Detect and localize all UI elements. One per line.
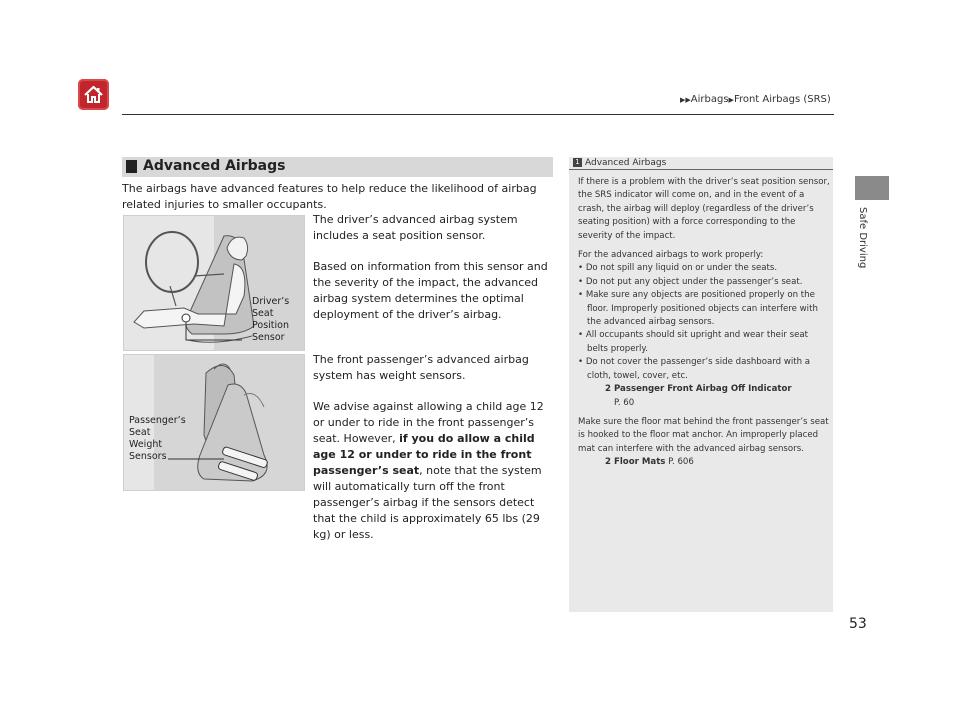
child-paragraph	[313, 399, 556, 543]
breadcrumb	[680, 94, 831, 105]
reference-arrow-icon: 2	[605, 457, 611, 468]
passenger-paragraph: The front passenger’s advanced airbag system has weight sensors.	[313, 353, 529, 382]
note-icon: 1	[573, 158, 582, 167]
square-bullet-icon	[126, 160, 137, 173]
driver-seat-figure	[123, 215, 305, 351]
page-number: 53	[849, 616, 867, 632]
note-bullet: • Do not cover the passenger’s side dashboard with a cloth, towel, cover, etc.	[578, 357, 811, 381]
header-divider	[122, 114, 834, 115]
child-text-pre: We advise against allowing a child age 12 or under to ride in the front passenger’s seat. However,	[313, 400, 544, 445]
section-title: Advanced Airbags	[143, 158, 286, 174]
passenger-seat-figure	[123, 354, 305, 491]
note-body	[578, 176, 830, 470]
note-paragraph-1: If there is a problem with the driver’s seat position sensor, the SRS indicator will come on, and in the event of a crash, the airbag will deploy (regardless of the driver’s seating position) with a force corresponding to the severity of the impact.	[578, 177, 830, 241]
section-heading	[122, 157, 553, 177]
driver-paragraph-2: Based on information from this sensor and the severity of the impact, the advanced airbag system determines the optimal deployment of the driver’s airbag.	[313, 260, 548, 321]
breadcrumb-item-front-airbags[interactable]: Front Airbags (SRS)	[733, 94, 831, 105]
child-text-post: , note that the system will automatically turn off the front passenger’s airbag if the sensors detect that the child is approximately 65 lbs (29 kg) or less.	[313, 464, 542, 541]
intro-text: The airbags have advanced features to help reduce the likelihood of airbag related injuries to smaller occupants.	[122, 182, 537, 211]
passenger-sensor-label: Passenger’s Seat Weight Sensors	[129, 415, 186, 462]
arrow-icon: ▶	[728, 96, 734, 104]
home-icon	[82, 83, 105, 106]
note-divider	[569, 169, 833, 170]
note-bullet: • Do not put any object under the passenger’s seat.	[578, 276, 803, 287]
driver-sensor-label: Driver’s Seat Position Sensor	[252, 296, 290, 343]
note-paragraph-2: For the advanced airbags to work properly:	[578, 250, 764, 261]
breadcrumb-item-airbags[interactable]: Airbags	[690, 94, 729, 105]
arrow-icon: ▶▶	[680, 96, 691, 104]
driver-paragraph-1: The driver’s advanced airbag system includes a seat position sensor.	[313, 213, 518, 242]
chapter-tab[interactable]	[855, 176, 889, 200]
note-paragraph-3: Make sure the floor mat behind the front passenger’s seat is hooked to the floor mat anchor. An improperly placed mat can interfere with the advanced airbag sensors.	[578, 416, 829, 454]
note-bullet: • Do not spill any liquid on or under the seats.	[578, 263, 778, 274]
cross-reference-link[interactable]: 2 Floor Mats P. 606	[578, 456, 830, 469]
note-bullet: • Make sure any objects are positioned properly on the floor. Improperly positioned objects can interfere with the advanced airbag sensors.	[578, 290, 818, 328]
home-button[interactable]	[78, 79, 109, 110]
child-text-bold: if you do allow a child age 12 or under to ride in the front passenger’s seat	[313, 432, 535, 477]
note-bullet: • All occupants should sit upright and wear their seat belts properly.	[578, 330, 808, 354]
sidebar-note	[569, 157, 833, 612]
chapter-label: Safe Driving	[857, 207, 868, 269]
note-title: Advanced Airbags	[585, 158, 667, 168]
cross-reference-link[interactable]: 2 Passenger Front Airbag Off Indicator	[578, 383, 830, 396]
cross-reference-page[interactable]: P. 60	[614, 397, 635, 408]
reference-arrow-icon: 2	[605, 384, 611, 395]
note-header	[573, 158, 666, 168]
